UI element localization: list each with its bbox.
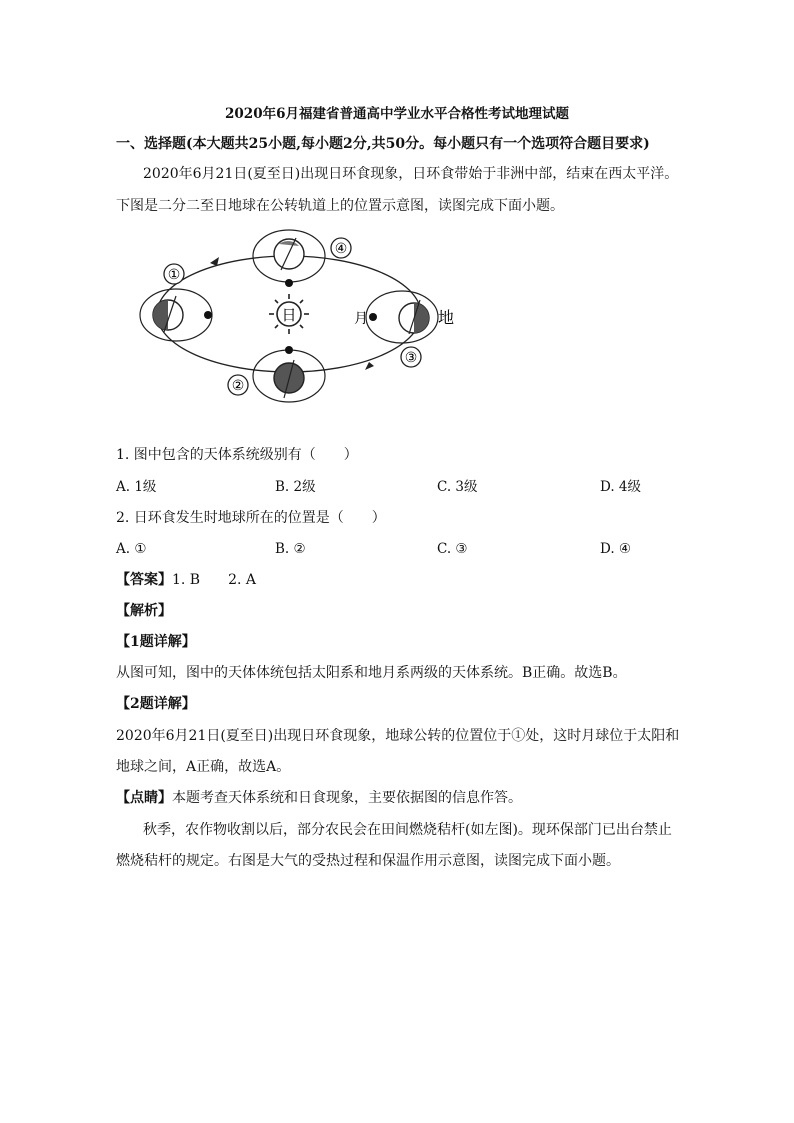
question-1-option-b: B. 2级 (275, 479, 316, 495)
question-2-option-a: A. ① (116, 541, 147, 557)
question-2-option-c: C. ③ (437, 541, 468, 557)
earth-position-1 (140, 289, 212, 341)
intro-line-1: 2020年6月21日(夏至日)出现日环食现象，日环食带始于非洲中部，结束在西太平洋。 (143, 166, 679, 182)
answer-text: 1. B 2. A (172, 572, 257, 588)
position-4-label: ④ (334, 241, 348, 257)
comment-text: 本题考查天体系统和日食现象，主要依据图的信息作答。 (172, 790, 522, 806)
q1-detail-text: 从图可知，图中的天体体统包括太阳系和地月系两级的天体系统。B正确。故选B。 (116, 665, 627, 681)
comment-line (116, 788, 522, 808)
earth-label: 地 (437, 308, 455, 327)
earth-orbit-diagram (124, 226, 480, 404)
question-1-option-a: A. 1级 (116, 479, 157, 495)
answer-line (116, 570, 256, 590)
q2-detail-line-2: 地球之间，A正确，故选A。 (116, 759, 291, 775)
orbit-arrow-bottom (365, 362, 374, 370)
earth-position-4 (253, 230, 325, 287)
question-1-stem: 1. 图中包含的天体系统级别有（ ） (116, 447, 358, 463)
q1-detail-label: 【1题详解】 (116, 634, 196, 650)
next-intro-line-1: 秋季，农作物收割以后，部分农民会在田间燃烧秸杆(如左图)。现环保部门已出台禁止 (143, 822, 672, 838)
question-2-option-b: B. ② (275, 541, 306, 557)
intro-line-2: 下图是二分二至日地球在公转轨道上的位置示意图，读图完成下面小题。 (116, 198, 564, 214)
question-2-option-d: D. ④ (600, 541, 632, 557)
sun-label: 日 (281, 306, 297, 324)
question-2-stem: 2. 日环食发生时地球所在的位置是（ ） (116, 510, 386, 526)
earth-position-2 (253, 346, 325, 402)
position-2-label: ② (231, 378, 245, 394)
analysis-label: 【解析】 (116, 603, 172, 619)
next-intro-line-2: 燃烧秸杆的规定。右图是大气的受热过程和保温作用示意图，读图完成下面小题。 (116, 853, 620, 869)
q2-detail-line-1: 2020年6月21日(夏至日)出现日环食现象，地球公转的位置位于①处，这时月球位于太阳和 (116, 728, 680, 744)
question-1-option-c: C. 3级 (437, 479, 478, 495)
earth-position-3 (366, 291, 438, 343)
comment-label: 【点睛】 (116, 790, 172, 806)
q2-detail-label: 【2题详解】 (116, 696, 196, 712)
position-1-label: ① (167, 267, 181, 283)
position-3-label: ③ (404, 350, 418, 366)
page-title: 2020年6月福建省普通高中学业水平合格性考试地理试题 (225, 106, 569, 122)
question-1-option-d: D. 4级 (600, 479, 642, 495)
section-heading: 一、选择题(本大题共25小题,每小题2分,共50分。每小题只有一个选项符合题目要求) (116, 136, 650, 152)
answer-label: 【答案】 (116, 572, 172, 588)
moon-label: 月 (354, 311, 368, 327)
